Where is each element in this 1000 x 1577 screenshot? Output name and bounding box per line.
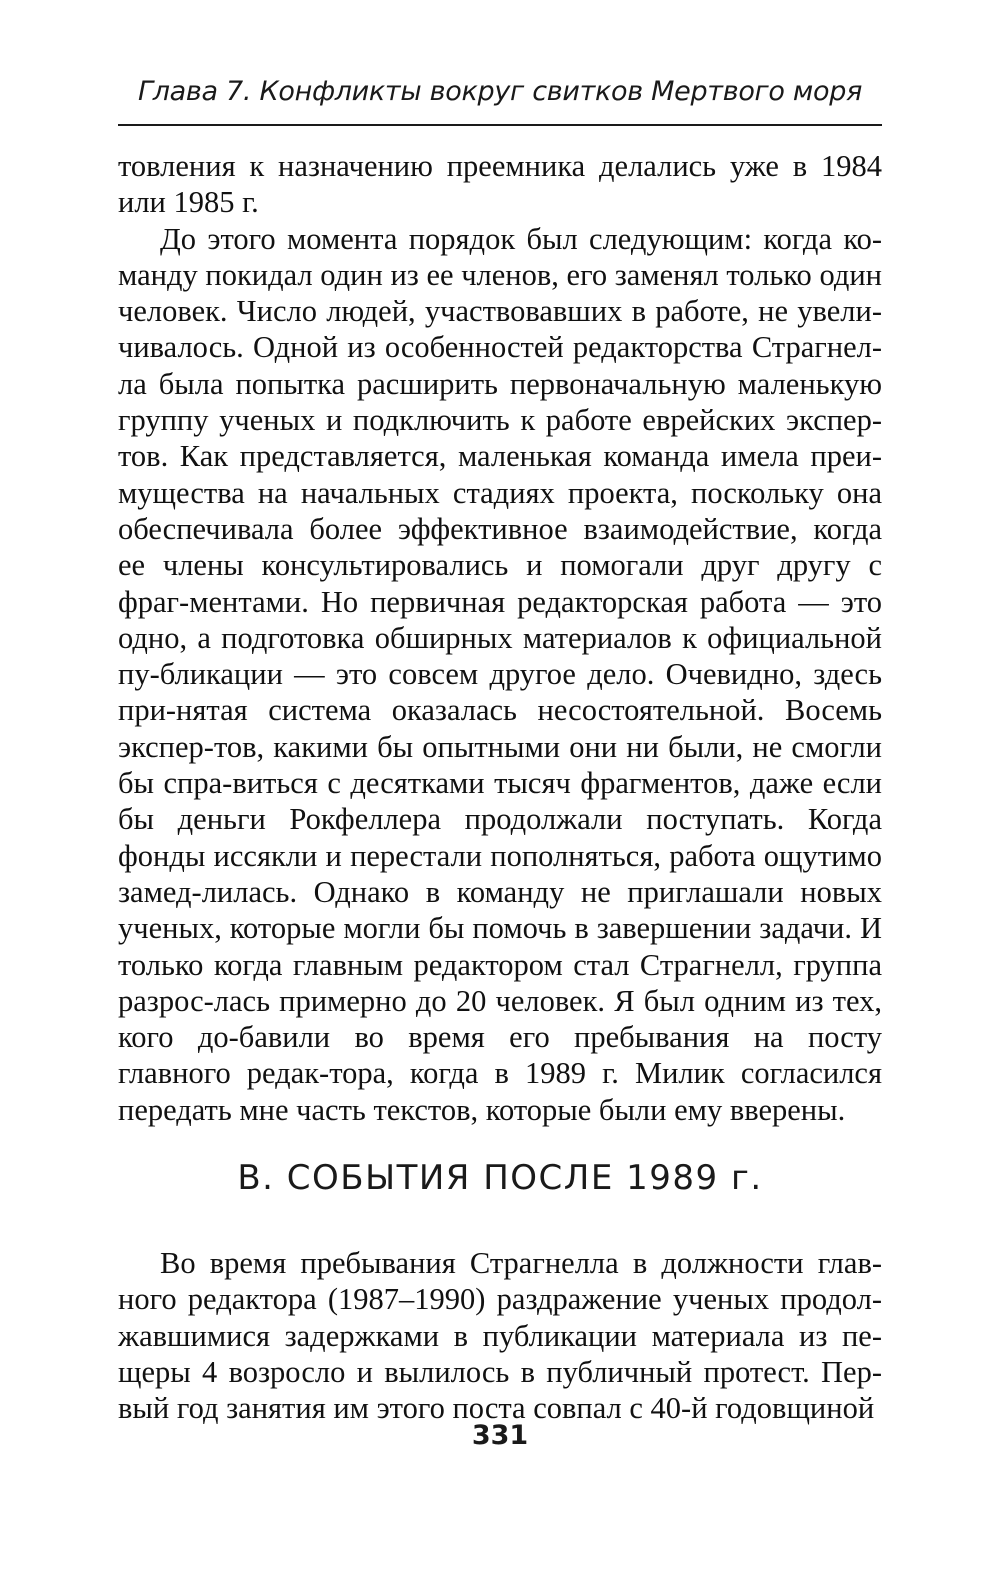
running-head: Глава 7. Конфликты вокруг свитков Мертвого моря (137, 76, 863, 107)
body-text (118, 148, 882, 1128)
paragraph: товления к назначению преемника делались уже в 1984 или 1985 г. (118, 149, 882, 220)
section-body-text (118, 1245, 882, 1426)
page-number: 331 (471, 1420, 529, 1451)
paragraph: Во время пребывания Страгнелла в должности глав-ного редактора (1987–1990) раздражение ученых продол-жавшимися задержками в публикации материала из пе-щеры 4 возросло и вылилось в публичный протест. Пер-вый год занятия им этого поста совпал с 40-й годовщиной (118, 1246, 882, 1426)
header-rule (118, 124, 882, 126)
paragraph: До этого момента порядок был следующим: когда ко-манду покидал один из ее членов, его заменял только один человек. Число людей, участвовавших в работе, не увели-чивалось. Одной из особенностей редакторства Страгнел-ла была попытка расширить первоначальную маленькую группу ученых и подключить к работе еврейских экспер-тов. Как представляется, маленькая команда имела преи-мущества на начальных стадиях проекта, поскольку она обеспечивала более эффективное взаимодействие, когда ее члены консультировались и помогали друг другу с фраг-ментами. Но первичная редакторская работа — это одно, а подготовка обширных материалов к официальной пу-бликации — это совсем другое дело. Очевидно, здесь при-нятая система оказалась несостоятельной. Восемь экспер-тов, какими бы опытными они ни были, не смогли бы спра-виться с десятками тысяч фрагментов, даже если бы деньги Рокфеллера продолжали поступать. Когда фонды иссякли и перестали пополняться, работа ощутимо замед-лилась. Однако в команду не приглашали новых ученых, которые могли бы помочь в завершении задачи. И только когда главным редактором стал Страгнелл, группа разрос-лась примерно до 20 человек. Я был одним из тех, кого до-бавили во время его пребывания на посту главного редак-тора, когда в 1989 г. Милик согласился передать мне часть текстов, которые были ему вверены. (118, 221, 882, 1127)
section-heading: В. СОБЫТИЯ ПОСЛЕ 1989 г. (237, 1158, 763, 1198)
